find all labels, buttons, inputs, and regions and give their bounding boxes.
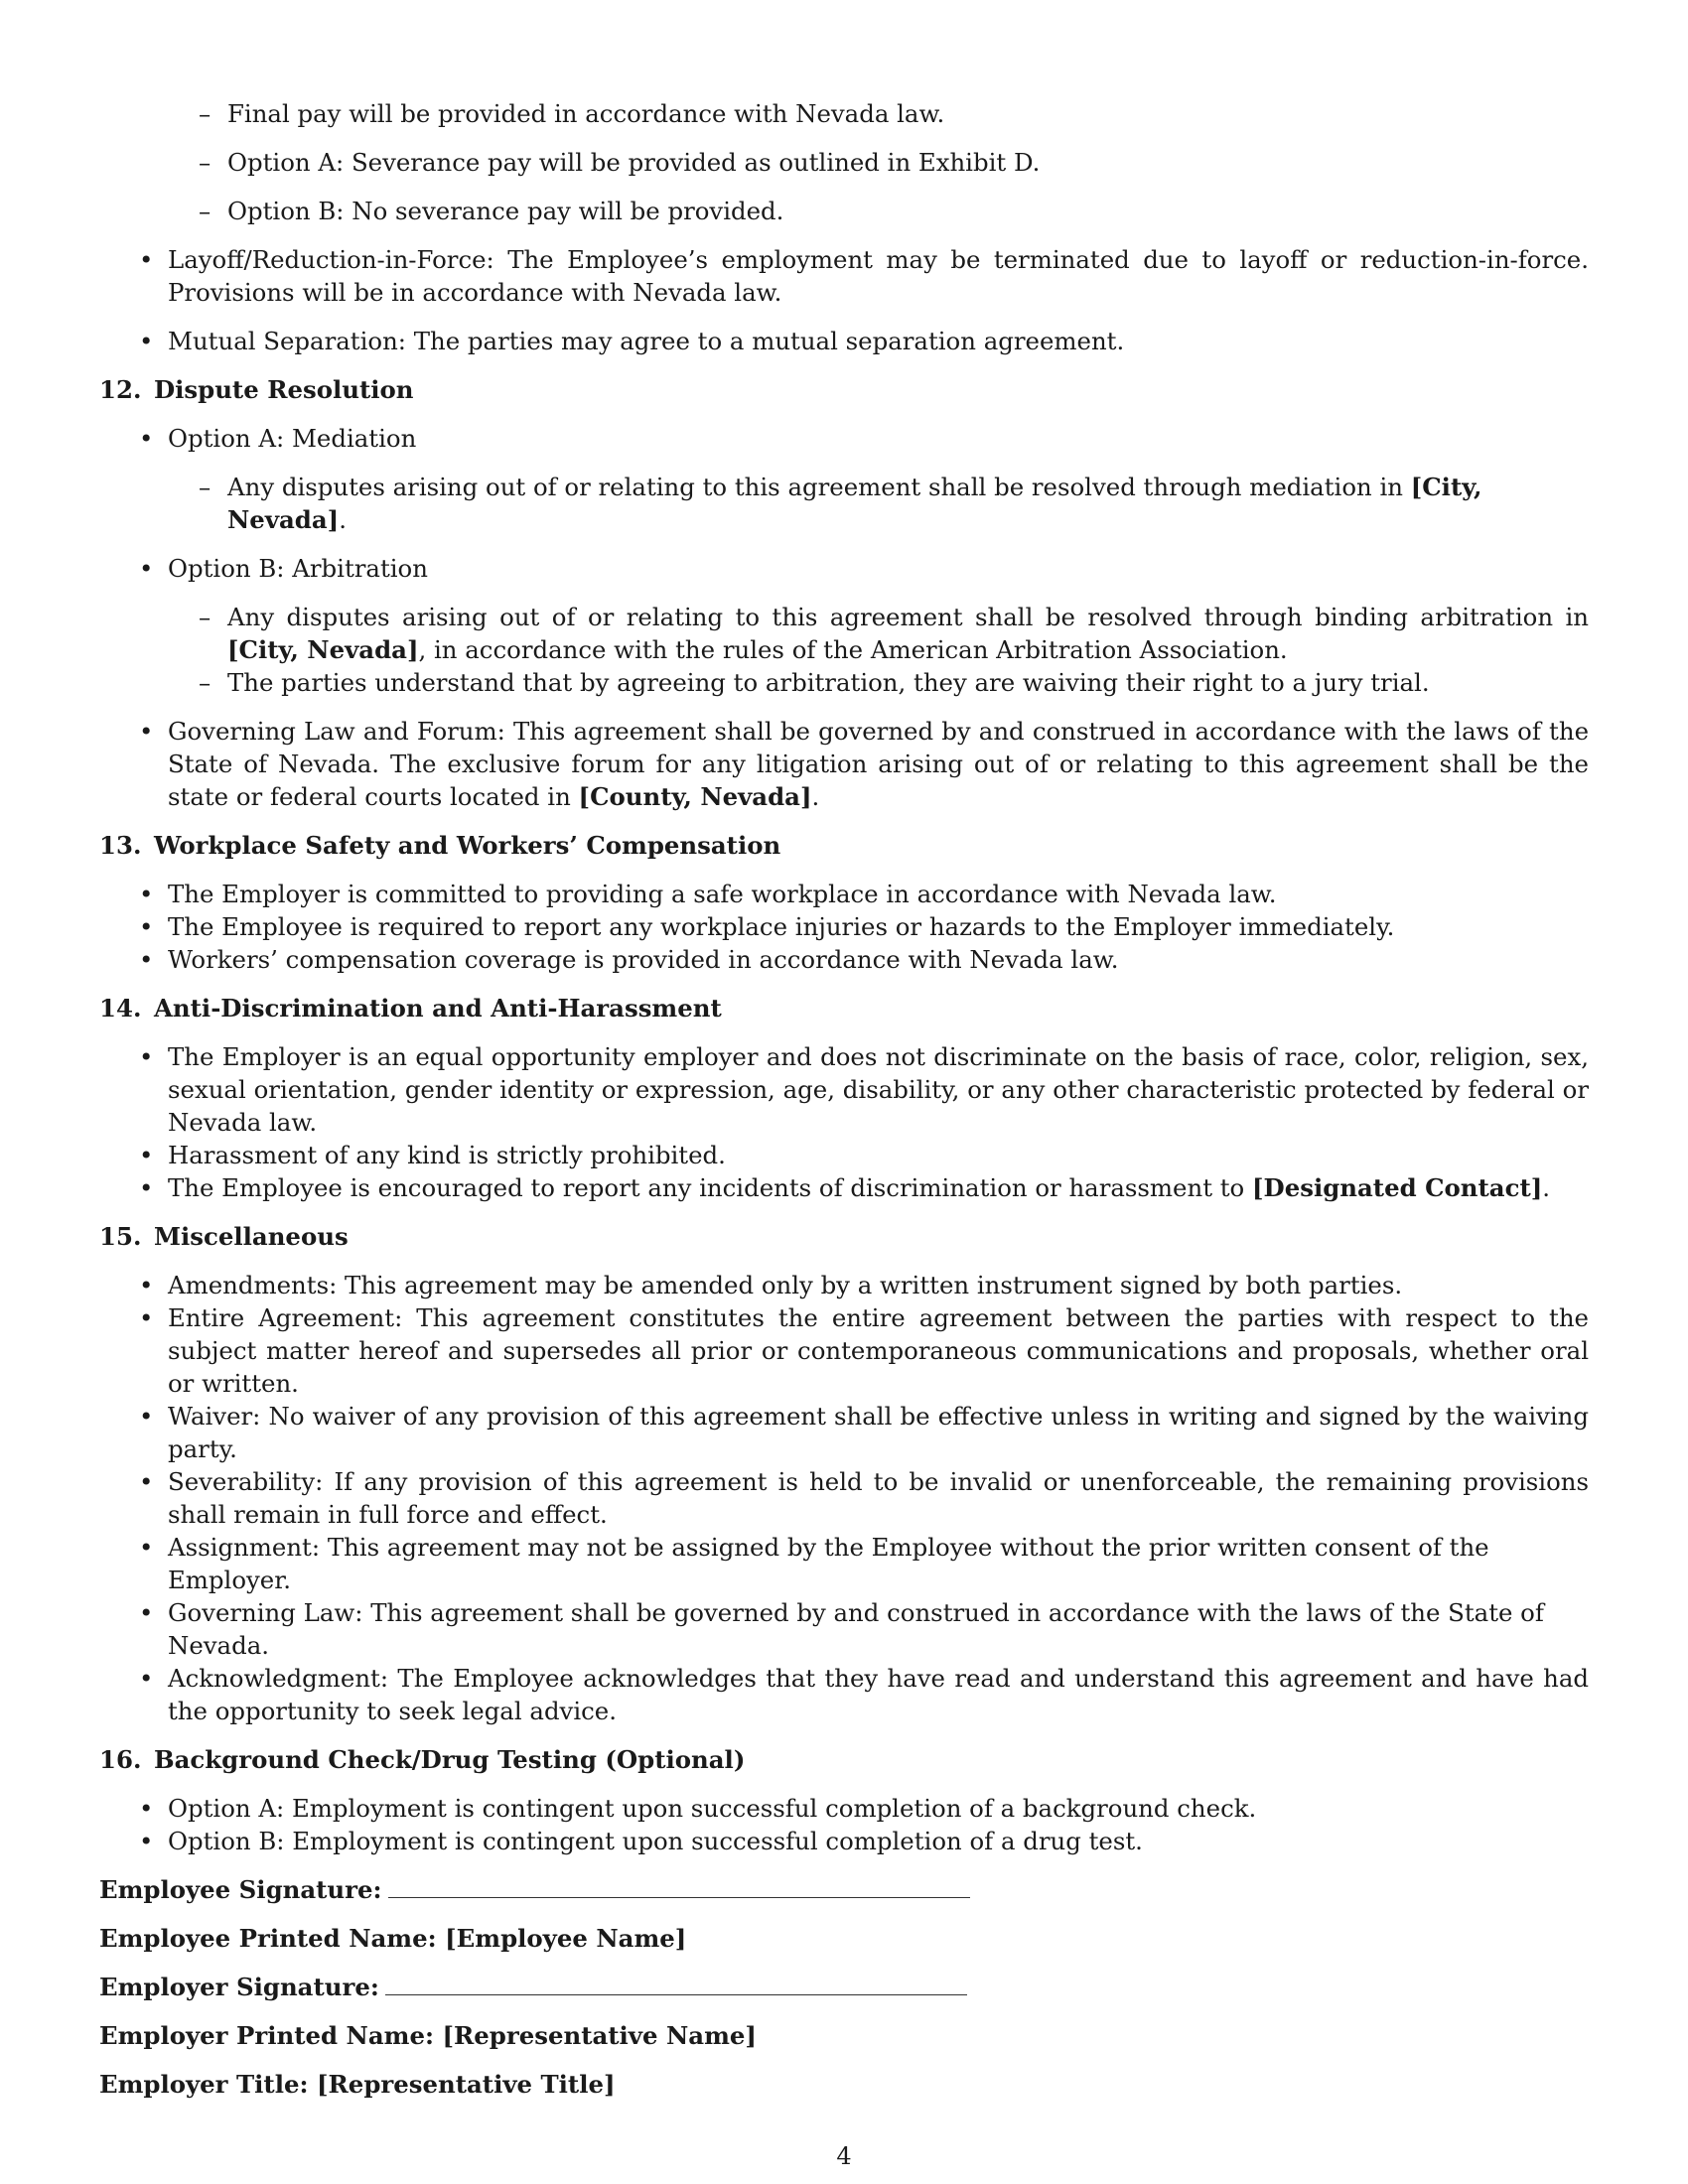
section-heading-14: 14. Anti-Discrimination and Anti-Harassment — [99, 994, 722, 1023]
list-item: • Waiver: No waiver of any provision of this agreement shall be effective unless in writing and signed by the waiving party. — [99, 1400, 1589, 1465]
employee-signature-line: Employee Signature: — [99, 1873, 1589, 1906]
list-item: • The Employee is encouraged to report any incidents of discrimination or harassment to [Designated Contact]. — [99, 1171, 1589, 1204]
list-item: • Option B: Employment is contingent upon successful completion of a drug test. — [99, 1825, 1589, 1857]
list-item: • Workers’ compensation coverage is provided in accordance with Nevada law. — [99, 943, 1589, 976]
severance-item: – Option B: No severance pay will be provided. — [99, 195, 1589, 227]
list-item: • Harassment of any kind is strictly prohibited. — [99, 1139, 1589, 1171]
signature-blank — [385, 1971, 967, 1995]
option-a-bullet: • Option A: Mediation — [99, 422, 1589, 455]
severance-item: – Option A: Severance pay will be provided as outlined in Exhibit D. — [99, 146, 1589, 179]
employer-printed-name: Employer Printed Name: [Representative Name] — [99, 2021, 757, 2050]
arbitration-item: – Any disputes arising out of or relating to this agreement shall be resolved through binding arbitration in [City, Nevada], in accordance with the rules of the American Arbitration Association. — [99, 601, 1589, 666]
page-number: 4 — [836, 2142, 852, 2170]
list-item: • Acknowledgment: The Employee acknowledges that they have read and understand this agreement and have had the opportunity to seek legal advice. — [99, 1662, 1589, 1727]
document-page — [99, 97, 1589, 2101]
list-item: • The Employee is required to report any workplace injuries or hazards to the Employer immediately. — [99, 910, 1589, 943]
employee-printed-name: Employee Printed Name: [Employee Name] — [99, 1924, 687, 1953]
list-item: • Governing Law: This agreement shall be governed by and construed in accordance with the laws of the State of Nevada. — [99, 1596, 1589, 1662]
section-heading-16: 16. Background Check/Drug Testing (Optional) — [99, 1745, 746, 1774]
signature-blank — [388, 1873, 970, 1898]
mediation-item: – Any disputes arising out of or relating to this agreement shall be resolved through mediation in [City, Nevada]. — [99, 471, 1589, 536]
section-heading-13: 13. Workplace Safety and Workers’ Compensation — [99, 831, 781, 860]
list-item: • The Employer is committed to providing a safe workplace in accordance with Nevada law. — [99, 878, 1589, 910]
list-item: • Option A: Employment is contingent upon successful completion of a background check. — [99, 1792, 1589, 1825]
option-b-bullet: • Option B: Arbitration — [99, 552, 1589, 585]
section-heading-12: 12. Dispute Resolution — [99, 375, 414, 404]
mutual-separation-bullet: • Mutual Separation: The parties may agree to a mutual separation agreement. — [99, 325, 1589, 357]
governing-law-forum-bullet: • Governing Law and Forum: This agreement shall be governed by and construed in accordance with the laws of the State of Nevada. The exclusive forum for any litigation arising out of or relating to this agreement shall be the state or federal courts located in [County, Nevada]. — [99, 715, 1589, 813]
list-item: • Amendments: This agreement may be amended only by a written instrument signed by both parties. — [99, 1269, 1589, 1301]
list-item: • The Employer is an equal opportunity employer and does not discriminate on the basis of race, color, religion, sex, sexual orientation, gender identity or expression, age, disability, or any other characteristic protected by federal or Nevada law. — [99, 1040, 1589, 1139]
list-item: • Assignment: This agreement may not be assigned by the Employee without the prior written consent of the Employer. — [99, 1531, 1589, 1596]
list-item: • Entire Agreement: This agreement constitutes the entire agreement between the parties with respect to the subject matter hereof and supersedes all prior or contemporaneous communications and proposals, whether oral or written. — [99, 1301, 1589, 1400]
section-heading-15: 15. Miscellaneous — [99, 1222, 349, 1251]
jury-waiver-item: – The parties understand that by agreeing to arbitration, they are waiving their right to a jury trial. — [99, 666, 1589, 699]
layoff-bullet: • Layoff/Reduction-in-Force: The Employee’s employment may be terminated due to layoff or reduction-in-force. Provisions will be in accordance with Nevada law. — [99, 243, 1589, 309]
list-item: • Severability: If any provision of this agreement is held to be invalid or unenforceable, the remaining provisions shall remain in full force and effect. — [99, 1465, 1589, 1531]
employer-signature-line: Employer Signature: — [99, 1971, 1589, 2003]
severance-item: – Final pay will be provided in accordance with Nevada law. — [99, 97, 1589, 130]
employer-title: Employer Title: [Representative Title] — [99, 2070, 616, 2099]
